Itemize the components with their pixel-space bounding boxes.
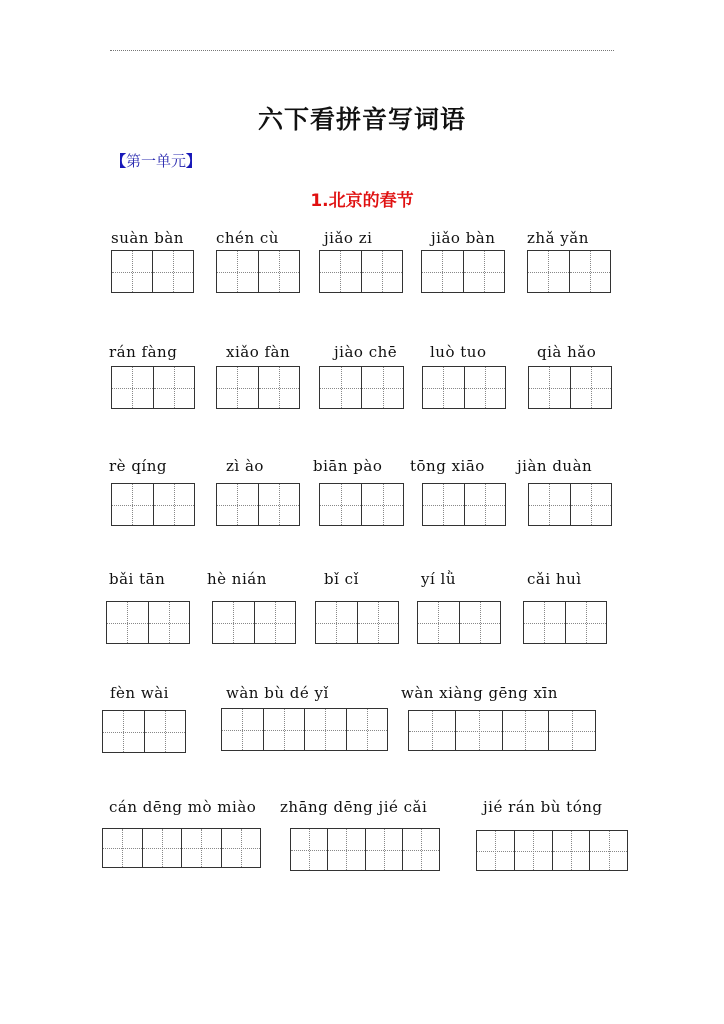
pinyin-label: wàn bù dé yǐ <box>226 684 329 702</box>
grid-cell[interactable] <box>528 251 570 292</box>
writing-grid[interactable] <box>111 250 194 293</box>
grid-cell[interactable] <box>107 602 149 643</box>
bracket-open: 【 <box>111 152 127 170</box>
grid-cell[interactable] <box>422 251 464 292</box>
writing-grid[interactable] <box>106 601 190 644</box>
grid-cell[interactable] <box>465 367 506 408</box>
grid-cell[interactable] <box>366 829 403 870</box>
grid-cell[interactable] <box>549 711 595 750</box>
pinyin-label: biān pào <box>313 457 383 475</box>
grid-cell[interactable] <box>553 831 591 870</box>
grid-cell[interactable] <box>362 367 403 408</box>
grid-cell[interactable] <box>418 602 460 643</box>
grid-cell[interactable] <box>255 602 296 643</box>
unit-heading <box>111 150 201 171</box>
writing-grid[interactable] <box>290 828 440 871</box>
writing-grid[interactable] <box>111 483 195 526</box>
pinyin-label: zhāng dēng jié cǎi <box>280 798 428 816</box>
grid-cell[interactable] <box>320 367 362 408</box>
pinyin-label: hè nián <box>207 570 267 588</box>
grid-cell[interactable] <box>320 484 362 525</box>
grid-cell[interactable] <box>103 711 145 752</box>
header-rule <box>110 50 614 51</box>
pinyin-label: rán fàng <box>109 343 178 361</box>
grid-cell[interactable] <box>264 709 306 750</box>
grid-cell[interactable] <box>153 251 193 292</box>
writing-grid[interactable] <box>221 708 388 751</box>
pinyin-label: jiào chē <box>334 343 398 361</box>
grid-cell[interactable] <box>515 831 553 870</box>
pinyin-label: wàn xiàng gēng xīn <box>401 684 558 702</box>
writing-grid[interactable] <box>528 483 612 526</box>
writing-grid[interactable] <box>476 830 628 871</box>
writing-grid[interactable] <box>102 828 261 868</box>
writing-grid[interactable] <box>319 250 403 293</box>
grid-cell[interactable] <box>154 484 195 525</box>
writing-grid[interactable] <box>421 250 505 293</box>
writing-grid[interactable] <box>417 601 501 644</box>
pinyin-label: tōng xiāo <box>410 457 485 475</box>
pinyin-label: jiǎo zi <box>324 229 373 247</box>
writing-grid[interactable] <box>216 250 300 293</box>
grid-cell[interactable] <box>524 602 566 643</box>
grid-cell[interactable] <box>154 367 195 408</box>
pinyin-label: jié rán bù tóng <box>483 798 603 816</box>
writing-grid[interactable] <box>319 366 404 409</box>
grid-cell[interactable] <box>566 602 607 643</box>
grid-cell[interactable] <box>571 484 612 525</box>
grid-cell[interactable] <box>320 251 362 292</box>
pinyin-label: qià hǎo <box>537 343 597 361</box>
writing-grid[interactable] <box>315 601 399 644</box>
grid-cell[interactable] <box>423 367 465 408</box>
grid-cell[interactable] <box>464 251 505 292</box>
pinyin-label: cán dēng mò miào <box>109 798 257 816</box>
grid-cell[interactable] <box>213 602 255 643</box>
grid-cell[interactable] <box>529 484 571 525</box>
grid-cell[interactable] <box>316 602 358 643</box>
grid-cell[interactable] <box>222 829 261 867</box>
grid-cell[interactable] <box>259 484 300 525</box>
pinyin-label: bǐ cǐ <box>324 570 359 588</box>
grid-cell[interactable] <box>456 711 503 750</box>
pinyin-label: chén cù <box>216 229 279 247</box>
pinyin-label: jiàn duàn <box>517 457 593 475</box>
lesson-title: 1.北京的春节 <box>310 191 414 211</box>
grid-cell[interactable] <box>403 829 439 870</box>
pinyin-label: luò tuo <box>430 343 487 361</box>
grid-cell[interactable] <box>291 829 328 870</box>
grid-cell[interactable] <box>590 831 627 870</box>
grid-cell[interactable] <box>259 367 300 408</box>
grid-cell[interactable] <box>217 367 259 408</box>
grid-cell[interactable] <box>182 829 222 867</box>
writing-grid[interactable] <box>527 250 611 293</box>
grid-cell[interactable] <box>465 484 506 525</box>
grid-cell[interactable] <box>477 831 515 870</box>
grid-cell[interactable] <box>222 709 264 750</box>
grid-cell[interactable] <box>112 484 154 525</box>
grid-cell[interactable] <box>143 829 183 867</box>
grid-cell[interactable] <box>305 709 347 750</box>
writing-grid[interactable] <box>523 601 607 644</box>
grid-cell[interactable] <box>145 711 186 752</box>
writing-grid[interactable] <box>212 601 296 644</box>
writing-grid[interactable] <box>422 483 506 526</box>
grid-cell[interactable] <box>112 367 154 408</box>
writing-grid[interactable] <box>102 710 186 753</box>
grid-cell[interactable] <box>149 602 190 643</box>
grid-cell[interactable] <box>358 602 399 643</box>
grid-cell[interactable] <box>460 602 501 643</box>
writing-grid[interactable] <box>216 483 300 526</box>
pinyin-label: jiǎo bàn <box>431 229 496 247</box>
writing-grid[interactable] <box>422 366 506 409</box>
grid-cell[interactable] <box>423 484 465 525</box>
grid-cell[interactable] <box>112 251 153 292</box>
pinyin-label: suàn bàn <box>111 229 184 247</box>
writing-grid[interactable] <box>528 366 612 409</box>
writing-grid[interactable] <box>111 366 195 409</box>
grid-cell[interactable] <box>409 711 456 750</box>
pinyin-label: xiǎo fàn <box>226 343 291 361</box>
writing-grid[interactable] <box>408 710 596 751</box>
grid-cell[interactable] <box>259 251 300 292</box>
grid-cell[interactable] <box>570 251 611 292</box>
grid-cell[interactable] <box>529 367 571 408</box>
grid-cell[interactable] <box>217 484 259 525</box>
pinyin-label: cǎi huì <box>527 570 582 588</box>
grid-cell[interactable] <box>217 251 259 292</box>
grid-cell[interactable] <box>347 709 388 750</box>
pinyin-label: yí lǜ <box>421 570 456 588</box>
pinyin-label: rè qíng <box>109 457 167 475</box>
grid-cell[interactable] <box>362 484 403 525</box>
pinyin-label: bǎi tān <box>109 570 166 588</box>
pinyin-label: fèn wài <box>110 684 169 702</box>
grid-cell[interactable] <box>328 829 365 870</box>
writing-grid[interactable] <box>319 483 404 526</box>
grid-cell[interactable] <box>362 251 403 292</box>
unit-label: 第一单元 <box>126 152 187 170</box>
grid-cell[interactable] <box>571 367 612 408</box>
bracket-close: 】 <box>186 152 202 170</box>
pinyin-label: zì ào <box>226 457 264 475</box>
page-title: 六下看拼音写词语 <box>257 105 466 134</box>
pinyin-label: zhǎ yǎn <box>527 229 589 247</box>
grid-cell[interactable] <box>103 829 143 867</box>
grid-cell[interactable] <box>503 711 550 750</box>
writing-grid[interactable] <box>216 366 300 409</box>
